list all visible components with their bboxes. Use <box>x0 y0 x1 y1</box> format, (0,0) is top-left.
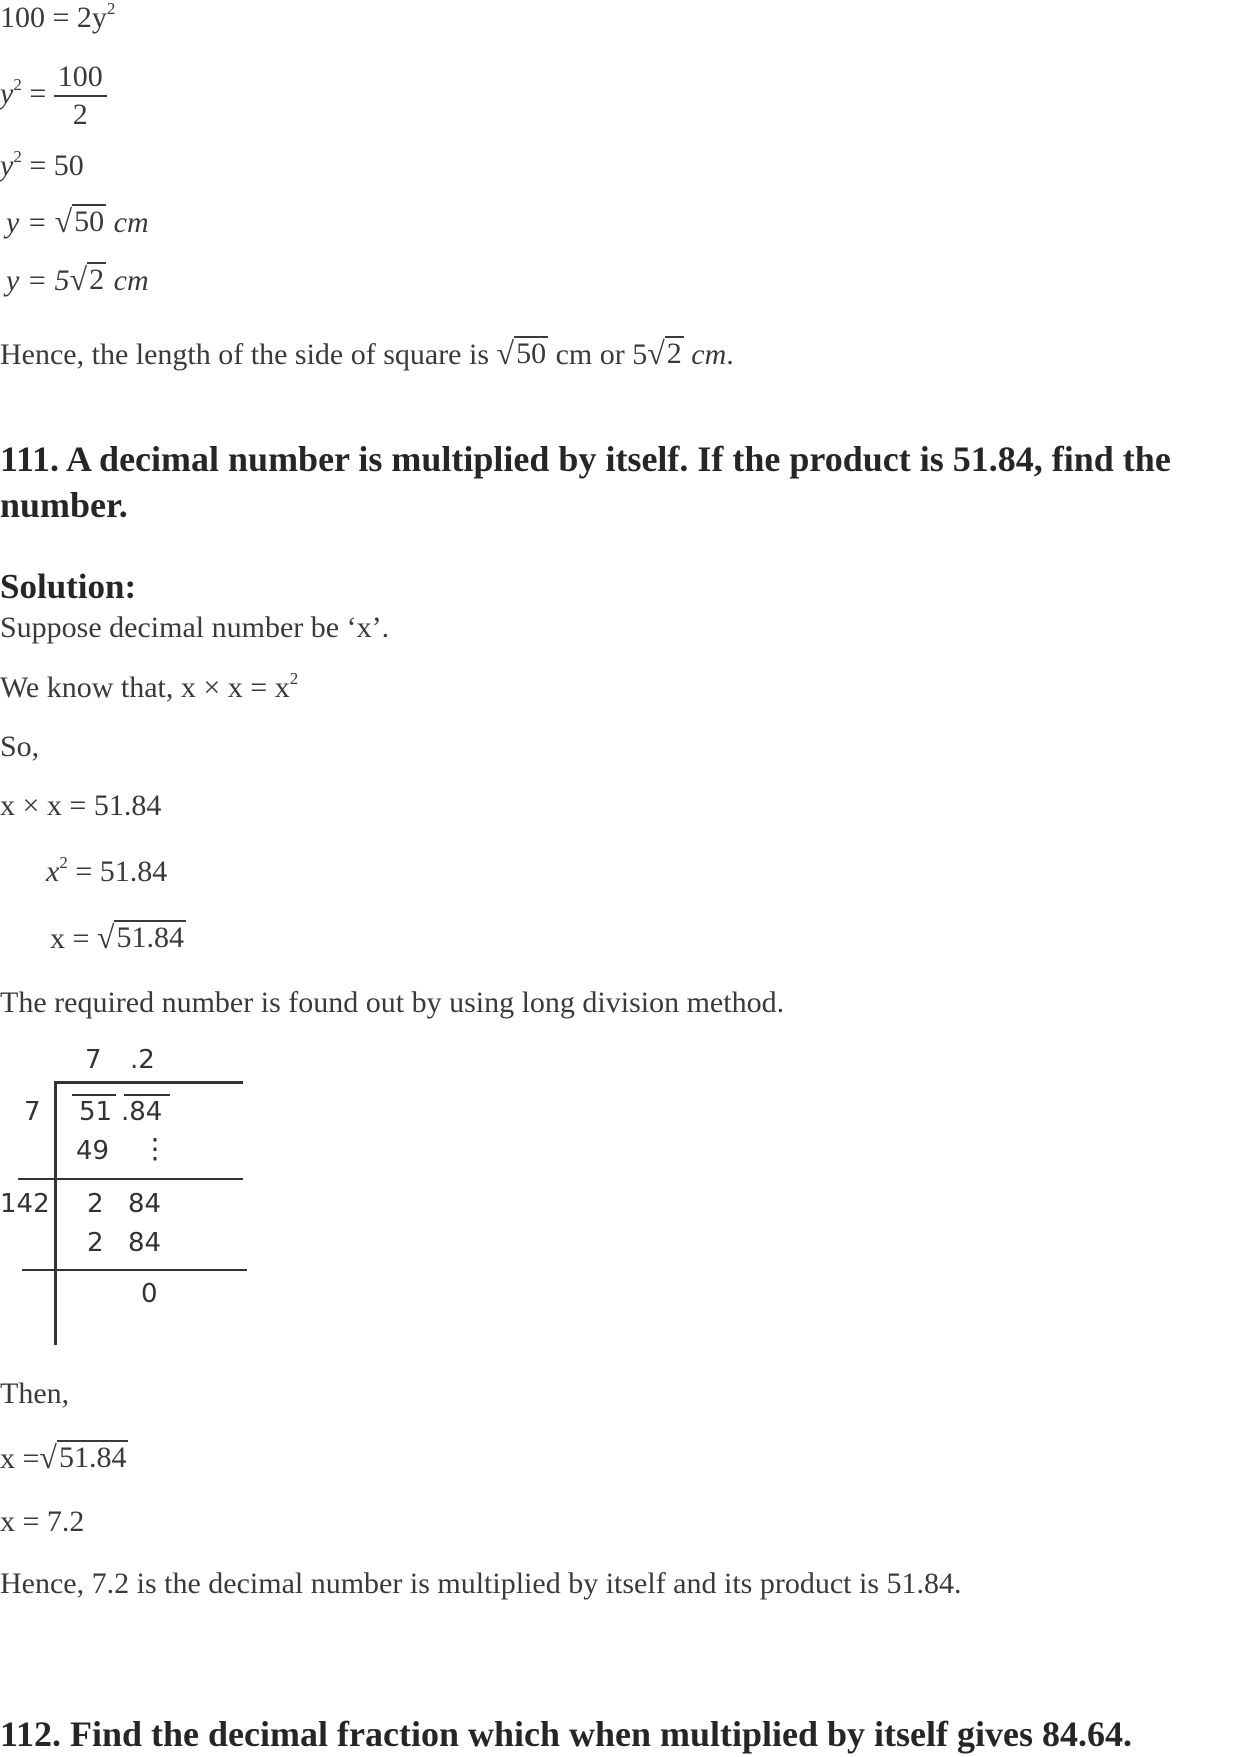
numerator: 100 <box>54 59 107 97</box>
subtract-2-a: 2 <box>87 1228 104 1258</box>
radicand: 50 <box>516 337 547 370</box>
solution-line-11: Hence, 7.2 is the decimal number is multiplied by itself and its product is 51.84. <box>0 1567 962 1600</box>
eq-text: = 51.84 <box>67 855 168 888</box>
exponent: 2 <box>13 75 22 94</box>
final-remainder: 0 <box>141 1279 158 1309</box>
solution-line-2 <box>0 670 298 710</box>
eq-text: x <box>46 855 60 888</box>
subtract-2-b: 84 <box>128 1228 162 1258</box>
conclusion-line <box>0 336 734 373</box>
equals-sign: = <box>21 77 47 110</box>
eq-text: y <box>0 149 14 182</box>
square-root <box>497 336 549 370</box>
subtract-1: 49 <box>76 1136 110 1166</box>
remainder-1-a: 2 <box>87 1189 104 1219</box>
quotient-int: 7 <box>85 1045 102 1075</box>
solution-line-8: Then, <box>0 1377 70 1410</box>
divisor-1: 7 <box>24 1097 41 1127</box>
exponent: 2 <box>289 669 299 688</box>
eq-text: y = <box>6 206 55 239</box>
question-111-title: 111. A decimal number is multiplied by itself. If the product is 51.84, find the number. <box>0 439 1171 525</box>
overbar-2 <box>124 1094 170 1096</box>
conclusion-text: Hence, the length of the side of square is <box>0 338 497 371</box>
unit: cm <box>683 338 727 371</box>
radicand: 2 <box>666 337 682 370</box>
solution-line-9 <box>0 1440 128 1477</box>
solution-line-4: x × x = 51.84 <box>0 789 162 822</box>
solution-text: We know that, x × x = x <box>0 671 290 704</box>
eq-text: = 50 <box>21 149 84 182</box>
remainder-1-b: 84 <box>128 1189 162 1219</box>
exponent: 2 <box>59 853 68 872</box>
radical-sign-icon: √ <box>647 335 665 371</box>
question-112-title: 112. Find the decimal fraction which when multiplied by itself gives 84.64. <box>0 1714 1133 1754</box>
solution-line-1: Suppose decimal number be ‘x’. <box>0 611 390 644</box>
radical-sign-icon: √ <box>496 335 515 371</box>
divisor-2: 142 <box>0 1189 50 1219</box>
exponent: 2 <box>106 0 116 18</box>
radicand: 51.84 <box>116 921 184 954</box>
solution-line-6 <box>50 920 186 957</box>
eq-text: y <box>0 77 14 110</box>
solution-line-5 <box>46 854 167 894</box>
rule-2 <box>18 1178 243 1180</box>
dividend-int: 51 <box>79 1097 113 1127</box>
exponent: 2 <box>13 147 22 166</box>
vertical-rule <box>54 1081 57 1345</box>
eq-text: x = <box>0 1442 40 1475</box>
unit: cm <box>106 264 149 297</box>
solution-line-7: The required number is found out by using long division method. <box>0 986 785 1019</box>
solution-line-3: So, <box>0 730 40 763</box>
carry-dots: ⋮ <box>141 1132 169 1165</box>
period: . <box>726 338 734 371</box>
radical-sign-icon: √ <box>69 261 88 297</box>
dividend-dec: .84 <box>121 1097 163 1127</box>
radicand: 2 <box>89 263 105 296</box>
long-division-figure <box>0 1035 260 1355</box>
radicand: 50 <box>74 205 105 238</box>
radical-sign-icon: √ <box>54 203 73 239</box>
eq-line-4 <box>0 204 149 241</box>
denominator: 2 <box>72 98 88 132</box>
eq-line-2 <box>0 58 107 134</box>
overbar-1 <box>72 1094 116 1096</box>
eq-line-3 <box>0 148 84 188</box>
eq-text: 100 = 2y <box>0 1 107 34</box>
conclusion-text: cm or 5 <box>548 338 648 371</box>
radical-sign-icon: √ <box>96 919 115 955</box>
radicand: 51.84 <box>58 1441 127 1474</box>
square-root <box>647 336 684 370</box>
radical-sign-icon: √ <box>39 1439 57 1475</box>
fraction <box>54 59 107 133</box>
quotient-dec: .2 <box>130 1045 155 1075</box>
solution-line-10: x = 7.2 <box>0 1505 85 1538</box>
square-root <box>97 920 186 954</box>
eq-line-1 <box>0 0 115 40</box>
square-root <box>39 1440 128 1474</box>
solution-label: Solution: <box>0 567 137 606</box>
eq-line-5 <box>0 262 149 299</box>
square-root <box>70 262 107 296</box>
eq-text: x = <box>50 922 97 955</box>
rule-3 <box>22 1269 247 1271</box>
unit: cm <box>106 206 149 239</box>
top-rule <box>55 1081 243 1084</box>
square-root <box>55 204 107 238</box>
eq-text: y = 5 <box>6 264 70 297</box>
